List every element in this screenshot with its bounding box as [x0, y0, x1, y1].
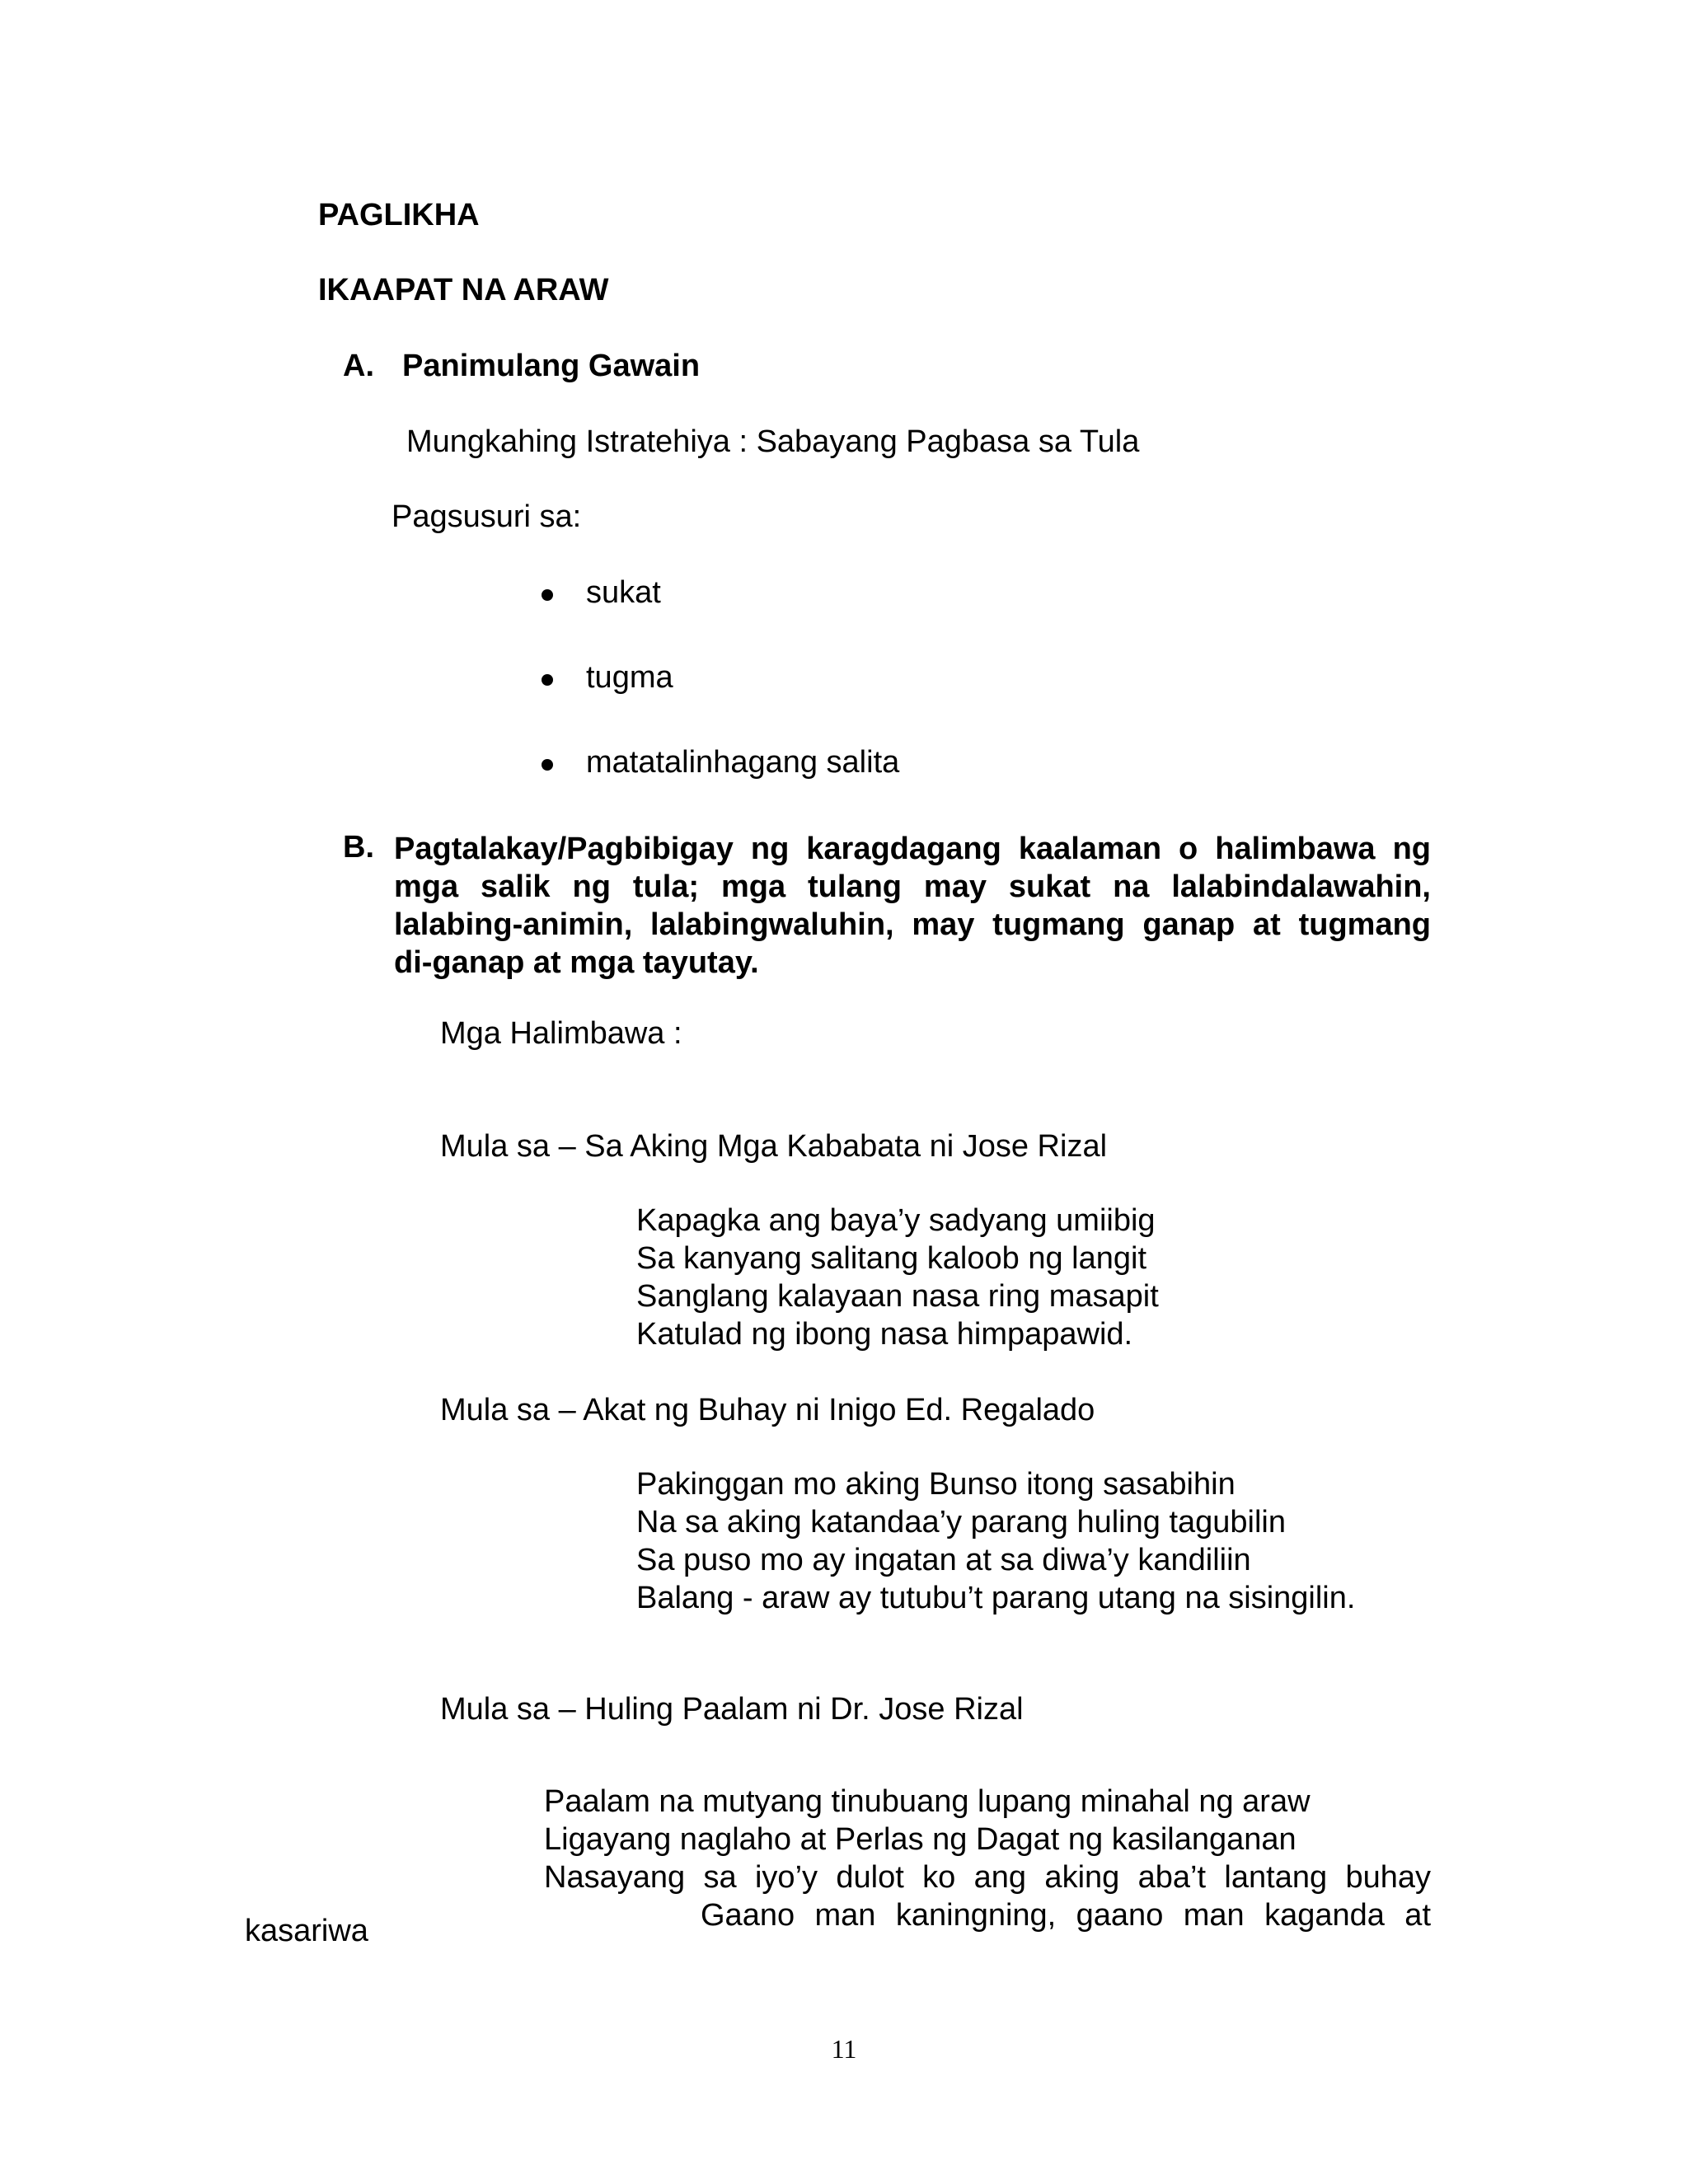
- poem-line: Sanglang kalayaan nasa ring masapit: [636, 1279, 1159, 1314]
- poem-stanza-2: [636, 1465, 1355, 1617]
- heading-day: IKAAPAT NA ARAW: [318, 273, 609, 307]
- section-a-marker: A.: [343, 349, 374, 383]
- section-b-line: lalabing-animin, lalabingwaluhin, may tugmang ganap at tugmang: [394, 907, 1431, 942]
- section-b-marker: B.: [343, 830, 374, 865]
- poem-line: Paalam na mutyang tinubuang lupang minahal ng araw: [544, 1784, 1311, 1819]
- poem-stanza-1: [636, 1202, 1159, 1353]
- poem-stanza-3: [544, 1783, 1431, 1934]
- examples-label: Mga Halimbawa :: [440, 1016, 682, 1051]
- poem-line: Pakinggan mo aking Bunso itong sasabihin: [636, 1467, 1236, 1502]
- poem-overflow-line: kasariwa: [245, 1914, 368, 1948]
- section-b-paragraph: [394, 830, 1431, 982]
- bullet-item-matatalinhagang: matatalinhagang salita: [586, 745, 900, 780]
- example-source-3: Mula sa – Huling Paalam ni Dr. Jose Rizal: [440, 1692, 1024, 1727]
- section-a-title: Panimulang Gawain: [402, 349, 701, 383]
- bullet-dot: [542, 589, 553, 601]
- bullet-dot: [542, 759, 553, 771]
- section-b-line: Pagtalakay/Pagbibigay ng karagdagang kaalaman o halimbawa ng: [394, 832, 1431, 866]
- bullet-item-tugma: tugma: [586, 660, 673, 695]
- heading-paglikha: PAGLIKHA: [318, 198, 480, 232]
- bullet-dot: [542, 674, 553, 686]
- poem-line: Nasayang sa iyo’y dulot ko ang aking aba’t lantang buhay: [544, 1860, 1431, 1895]
- strategy-text: Mungkahing Istratehiya : Sabayang Pagbasa sa Tula: [406, 424, 1140, 459]
- poem-line: Balang - araw ay tutubu’t parang utang na sisingilin.: [636, 1581, 1356, 1615]
- poem-line: Ligayang naglaho at Perlas ng Dagat ng kasilanganan: [544, 1822, 1296, 1857]
- poem-line: Sa kanyang salitang kaloob ng langit: [636, 1241, 1147, 1276]
- example-source-2: Mula sa – Akat ng Buhay ni Inigo Ed. Regalado: [440, 1393, 1095, 1427]
- poem-line: Gaano man kaningning, gaano man kaganda at: [701, 1898, 1431, 1933]
- poem-line: Na sa aking katandaa’y parang huling tagubilin: [636, 1505, 1286, 1540]
- poem-line: Katulad ng ibong nasa himpapawid.: [636, 1317, 1133, 1352]
- poem-line: Sa puso mo ay ingatan at sa diwa’y kandiliin: [636, 1543, 1251, 1577]
- section-b-line: mga salik ng tula; mga tulang may sukat na lalabindalawahin,: [394, 869, 1431, 904]
- page-number: 11: [831, 2034, 857, 2064]
- bullet-item-sukat: sukat: [586, 575, 661, 610]
- example-source-1: Mula sa – Sa Aking Mga Kababata ni Jose Rizal: [440, 1129, 1108, 1164]
- poem-line: Kapagka ang baya’y sadyang umiibig: [636, 1203, 1156, 1238]
- analysis-label: Pagsusuri sa:: [392, 499, 582, 534]
- section-b-line: di-ganap at mga tayutay.: [394, 945, 759, 980]
